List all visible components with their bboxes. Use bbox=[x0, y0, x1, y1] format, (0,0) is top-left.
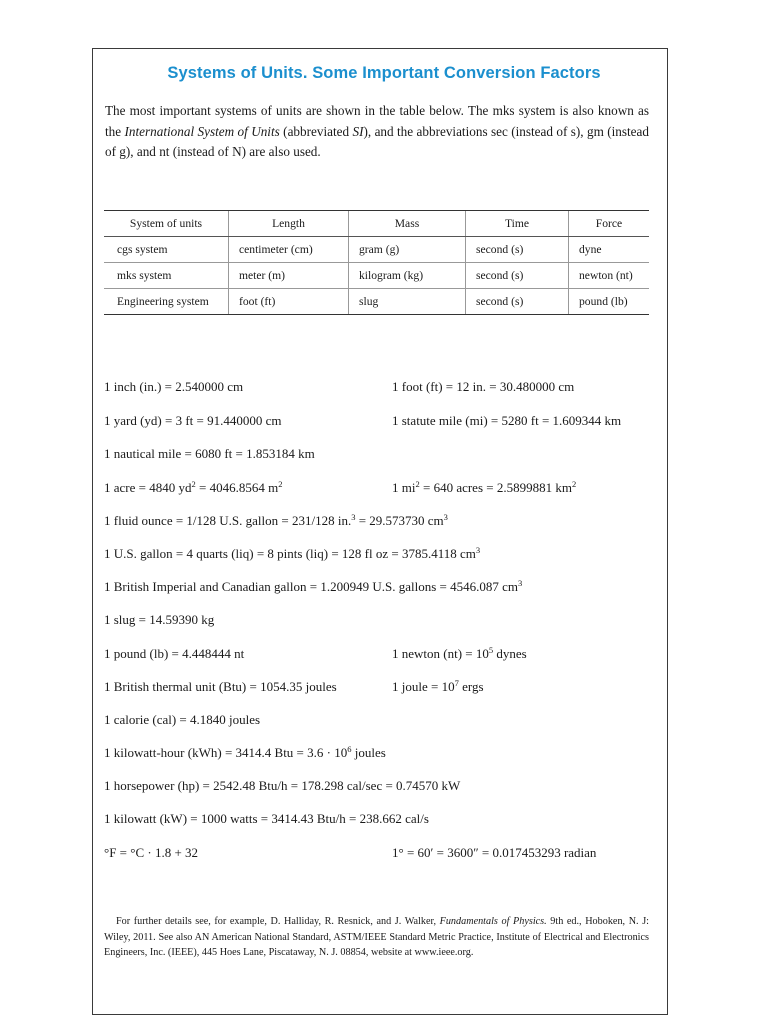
conversion-kilowatt-hour bbox=[104, 745, 386, 761]
superscript: 2 bbox=[278, 479, 283, 489]
table-cell: kilogram (kg) bbox=[349, 263, 466, 289]
superscript: 2 bbox=[191, 479, 196, 489]
conversion-text: = 29.573730 cm bbox=[355, 513, 444, 528]
conversion-calorie: 1 calorie (cal) = 4.1840 joules bbox=[104, 712, 261, 727]
intro-text: (abbreviated bbox=[279, 123, 353, 139]
conversion-text: = 640 acres = 2.5899881 km bbox=[419, 480, 572, 495]
superscript: 5 bbox=[488, 645, 494, 655]
intro-italic-si: SI bbox=[352, 123, 364, 139]
superscript: 3 bbox=[475, 545, 481, 555]
conversion-acre bbox=[104, 480, 282, 496]
conversion-text: dynes bbox=[493, 646, 527, 661]
superscript: 2 bbox=[415, 479, 420, 489]
conversion-yard: 1 yard (yd) = 3 ft = 91.440000 cm bbox=[104, 413, 282, 428]
conversion-nautical-mile: 1 nautical mile = 6080 ft = 1.853184 km bbox=[104, 446, 315, 461]
conversion-joule bbox=[392, 679, 484, 695]
footnote-text: For further details see, for example, D. Halliday, R. Resnick, and J. Walker, bbox=[116, 916, 440, 927]
conversion-btu: 1 British thermal unit (Btu) = 1054.35 joules bbox=[104, 679, 337, 694]
conversion-imperial-gallon bbox=[104, 579, 522, 595]
table-cell: dyne bbox=[569, 237, 650, 263]
table-cell: meter (m) bbox=[229, 263, 349, 289]
superscript: 7 bbox=[454, 678, 459, 688]
conversion-text: 1 joule = 10 bbox=[392, 679, 455, 694]
footnote-text: 9th ed., Hoboken, N. J: Wiley, 2011. See also AN American National Standard, ASTM/IEEE Standard Metric Practice, Institute of Electrical and Electronics Engineers, Inc. (IEEE), 445 Hoes Lane, Piscataway, N. J. 08854, website at www.ieee.org. bbox=[104, 916, 649, 959]
superscript: 6 bbox=[347, 744, 352, 754]
table-cell: cgs system bbox=[104, 237, 229, 263]
table-header-row bbox=[104, 211, 649, 237]
table-cell: centimeter (cm) bbox=[229, 237, 349, 263]
table-cell: foot (ft) bbox=[229, 289, 349, 315]
table-cell: second (s) bbox=[466, 289, 569, 315]
conversion-text: 1 newton (nt) = 10 bbox=[392, 646, 489, 661]
conversion-foot: 1 foot (ft) = 12 in. = 30.480000 cm bbox=[392, 379, 575, 394]
units-table bbox=[104, 210, 649, 315]
superscript: 3 bbox=[443, 512, 448, 522]
table-cell: gram (g) bbox=[349, 237, 466, 263]
conversion-pound: 1 pound (lb) = 4.448444 nt bbox=[104, 646, 245, 661]
conversion-square-mile bbox=[392, 480, 576, 496]
table-cell: newton (nt) bbox=[569, 263, 650, 289]
table-row bbox=[104, 237, 649, 263]
conversion-text: joules bbox=[351, 745, 386, 760]
superscript: 2 bbox=[571, 479, 577, 489]
conversion-us-gallon bbox=[104, 546, 480, 562]
conversion-fahrenheit: °F = °C · 1.8 + 32 bbox=[104, 845, 199, 860]
column-header: Time bbox=[466, 211, 569, 237]
conversion-text: 1 kilowatt-hour (kWh) = 3414.4 Btu = 3.6 · 10 bbox=[104, 745, 348, 760]
conversion-fluid-ounce bbox=[104, 513, 448, 529]
column-header: Mass bbox=[349, 211, 466, 237]
page-border bbox=[92, 48, 668, 1015]
conversion-slug: 1 slug = 14.59390 kg bbox=[104, 612, 215, 627]
conversion-text: 1 U.S. gallon = 4 quarts (liq) = 8 pints (liq) = 128 fl oz = 3785.4118 cm bbox=[104, 546, 476, 561]
table-row bbox=[104, 289, 649, 315]
table-cell: pound (lb) bbox=[569, 289, 650, 315]
conversion-text: 1 fluid ounce = 1/128 U.S. gallon = 231/128 in. bbox=[104, 513, 352, 528]
conversion-text: 1 acre = 4840 yd bbox=[104, 480, 192, 495]
intro-paragraph bbox=[105, 101, 649, 163]
superscript: 3 bbox=[351, 512, 356, 522]
column-header: Force bbox=[569, 211, 650, 237]
conversion-statute-mile: 1 statute mile (mi) = 5280 ft = 1.609344 km bbox=[392, 413, 622, 428]
conversion-text: ergs bbox=[458, 679, 484, 694]
table-cell: second (s) bbox=[466, 263, 569, 289]
table-cell: second (s) bbox=[466, 237, 569, 263]
column-header: Length bbox=[229, 211, 349, 237]
intro-italic-si-name: International System of Units bbox=[124, 123, 280, 139]
column-header: System of units bbox=[104, 211, 229, 237]
intro-text: The most important systems of units are shown in the table below. The mks system is also known as the bbox=[105, 103, 649, 139]
table-cell: mks system bbox=[104, 263, 229, 289]
conversion-degree-radian: 1° = 60′ = 3600″ = 0.017453293 radian bbox=[392, 845, 597, 860]
conversion-horsepower: 1 horsepower (hp) = 2542.48 Btu/h = 178.298 cal/sec = 0.74570 kW bbox=[104, 778, 461, 793]
conversion-newton bbox=[392, 646, 527, 662]
footnote-book-title: Fundamentals of Physics. bbox=[439, 916, 547, 927]
conversion-kilowatt: 1 kilowatt (kW) = 1000 watts = 3414.43 Btu/h = 238.662 cal/s bbox=[104, 811, 429, 826]
intro-text: ), and the abbreviations sec (instead of s), gm (instead of g), and nt (instead of N) are also used. bbox=[105, 123, 649, 159]
table-cell: slug bbox=[349, 289, 466, 315]
table-cell: Engineering system bbox=[104, 289, 229, 315]
table-row bbox=[104, 263, 649, 289]
superscript: 3 bbox=[518, 578, 523, 588]
conversion-text: = 4046.8564 m bbox=[195, 480, 279, 495]
page-title: Systems of Units. Some Important Conversion Factors bbox=[167, 64, 601, 82]
footnote bbox=[104, 914, 649, 961]
conversion-text: 1 British Imperial and Canadian gallon = 1.200949 U.S. gallons = 4546.087 cm bbox=[104, 579, 519, 594]
conversion-text: 1 mi bbox=[392, 480, 416, 495]
conversion-inch: 1 inch (in.) = 2.540000 cm bbox=[104, 379, 244, 394]
